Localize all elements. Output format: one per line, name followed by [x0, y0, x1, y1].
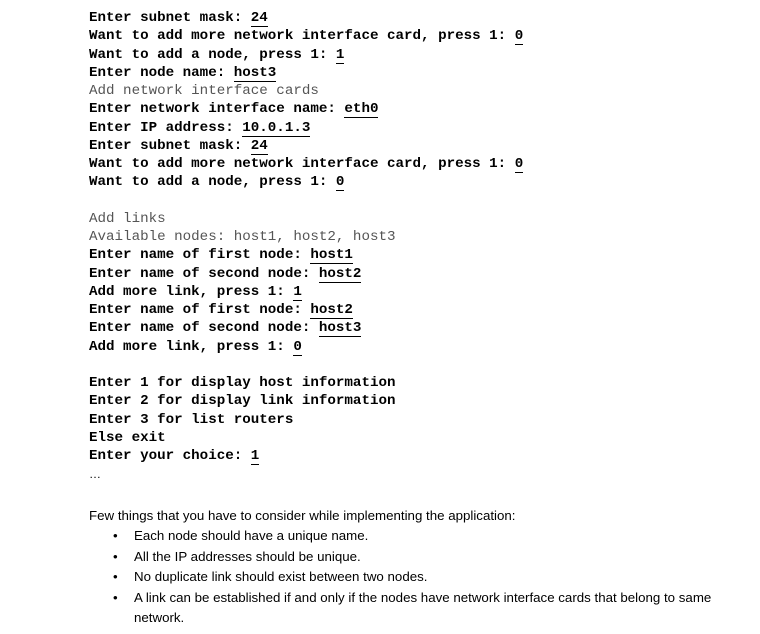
terminal-transcript — [89, 9, 523, 484]
considerations-section — [89, 506, 729, 629]
terminal-prompt: Enter IP address: — [89, 119, 243, 136]
terminal-prompt: Enter name of second node: — [89, 320, 319, 337]
terminal-user-input: host2 — [318, 265, 362, 282]
terminal-line — [89, 319, 523, 337]
consideration-item — [89, 526, 729, 547]
terminal-user-input: eth0 — [344, 101, 379, 118]
terminal-user-input: 0 — [293, 338, 302, 355]
terminal-user-input: host3 — [318, 320, 362, 337]
terminal-prompt: Want to add more network interface card, press 1: — [89, 156, 515, 172]
terminal-line — [89, 392, 523, 410]
consideration-text: A link can be established if and only if the nodes have network interface cards that belong to same network. — [134, 589, 712, 625]
terminal-line — [89, 265, 523, 283]
consideration-text: No duplicate link should exist between two nodes. — [134, 569, 428, 584]
terminal-prompt: Want to add more network interface card, press 1: — [89, 28, 515, 45]
terminal-line — [89, 301, 523, 319]
terminal-prompt: Add links — [89, 210, 166, 227]
terminal-line — [89, 192, 523, 210]
terminal-user-input: 1 — [293, 283, 302, 300]
terminal-line — [89, 356, 523, 374]
terminal-line — [89, 173, 523, 191]
terminal-user-input: 24 — [250, 10, 268, 26]
terminal-prompt: Enter 2 for display link information — [89, 393, 396, 410]
terminal-user-input: 0 — [514, 156, 524, 172]
terminal-user-input: host2 — [310, 302, 353, 318]
consideration-text: Each node should have a unique name. — [134, 528, 369, 543]
terminal-prompt: Enter your choice: — [89, 448, 251, 464]
terminal-user-input: 0 — [514, 28, 524, 45]
terminal-prompt: Enter subnet mask: — [89, 10, 251, 26]
terminal-prompt: Add more link, press 1: — [89, 338, 294, 355]
bullet-icon: • — [113, 548, 118, 564]
terminal-line — [89, 27, 523, 45]
terminal-line — [89, 64, 523, 82]
terminal-prompt: Enter name of second node: — [89, 265, 319, 282]
terminal-line — [89, 82, 523, 100]
terminal-user-input: 1 — [250, 448, 260, 464]
terminal-line — [89, 338, 523, 356]
terminal-line — [89, 119, 523, 137]
terminal-line — [89, 411, 523, 429]
terminal-line — [89, 283, 523, 301]
terminal-line — [89, 46, 523, 64]
terminal-user-input: host1 — [310, 247, 353, 264]
terminal-prompt: Want to add a node, press 1: — [89, 46, 336, 63]
terminal-user-input: 10.0.1.3 — [242, 119, 311, 136]
terminal-prompt: Enter network interface name: — [89, 101, 345, 118]
terminal-prompt: Enter node name: — [89, 64, 234, 81]
terminal-prompt: Add more link, press 1: — [89, 283, 294, 300]
terminal-line — [89, 228, 523, 246]
consideration-text: All the IP addresses should be unique. — [134, 548, 361, 564]
terminal-line — [89, 447, 523, 465]
terminal-prompt: Enter name of first node: — [89, 302, 311, 318]
continuation-ellipsis: … — [89, 467, 101, 482]
bullet-icon: • — [113, 528, 118, 543]
bullet-icon: • — [113, 589, 118, 605]
terminal-user-input: 0 — [335, 174, 345, 191]
consideration-item — [89, 547, 729, 568]
terminal-line — [89, 429, 523, 447]
terminal-prompt: Else exit — [89, 429, 166, 446]
terminal-line — [89, 137, 523, 155]
consideration-item — [89, 567, 729, 588]
terminal-prompt: Want to add a node, press 1: — [89, 174, 336, 191]
terminal-line — [89, 465, 523, 483]
terminal-user-input: 1 — [335, 46, 345, 63]
terminal-line — [89, 100, 523, 118]
terminal-user-input: 24 — [250, 137, 268, 154]
terminal-prompt: Add network interface cards — [89, 83, 319, 99]
consideration-item — [89, 588, 729, 629]
terminal-line — [89, 9, 523, 27]
terminal-prompt: Enter name of first node: — [89, 247, 311, 264]
terminal-user-input: host3 — [233, 64, 277, 81]
terminal-prompt: Enter 3 for list routers — [89, 411, 294, 428]
terminal-prompt: Available nodes: host1, host2, host3 — [89, 229, 396, 245]
terminal-line — [89, 210, 523, 228]
terminal-line — [89, 246, 523, 264]
terminal-prompt: Enter 1 for display host information — [89, 375, 396, 391]
terminal-line — [89, 155, 523, 173]
terminal-prompt: Enter subnet mask: — [89, 137, 251, 154]
considerations-list — [89, 526, 729, 629]
bullet-icon: • — [113, 569, 118, 584]
terminal-line — [89, 374, 523, 392]
considerations-intro: Few things that you have to consider while implementing the application: — [89, 508, 516, 523]
